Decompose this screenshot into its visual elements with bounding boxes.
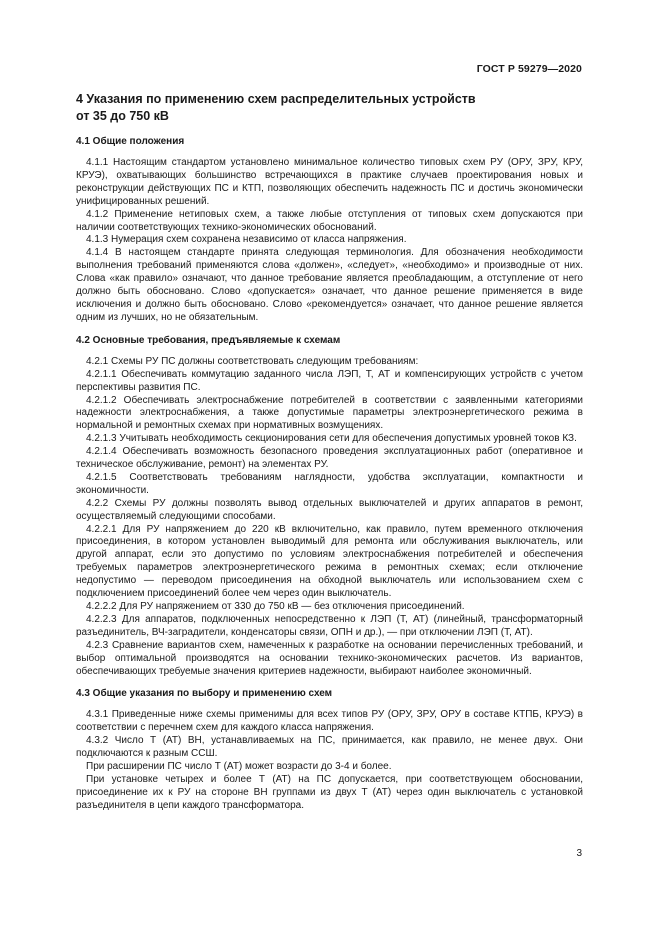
paragraph-4-2-1-4: 4.2.1.4 Обеспечивать возможность безопасного проведения эксплуатационных работ (оперативное и техническое обслуживание, ремонт) на элементах РУ. xyxy=(76,446,583,471)
paragraph-4-2-3: 4.2.3 Сравнение вариантов схем, намеченных к разработке на основании перечисленных требований, и выбор оптимальной производятся на основании технико-экономических расчетов. Из вариантов, обеспечивающих требуемые значения критериев надежности, выбирают наиболее экономичный. xyxy=(76,639,583,677)
paragraph-4-3-2: 4.3.2 Число Т (АТ) ВН, устанавливаемых на ПС, принимается, как правило, не менее двух. Они подключаются к разным ССШ. xyxy=(76,735,583,760)
paragraph-4-3-2-a: При расширении ПС число Т (АТ) может возрасти до 3-4 и более. xyxy=(86,761,392,773)
paragraph-4-1-3: 4.1.3 Нумерация схем сохранена независимо от класса напряжения. xyxy=(86,234,407,246)
subsection-title-4-1: 4.1 Общие положения xyxy=(76,136,185,147)
paragraph-4-2-1-3: 4.2.1.3 Учитывать необходимость секционирования сети для обеспечения допустимых уровней токов КЗ. xyxy=(86,433,577,445)
paragraph-4-2-2-3: 4.2.2.3 Для аппаратов, подключенных непосредственно к ЛЭП (Т, АТ) (линейный, трансформаторный разъединитель, ВЧ-заградители, конденсаторы связи, ОПН и др.), — при отключении ЛЭП (Т, АТ). xyxy=(76,613,583,638)
standard-code: ГОСТ Р 59279—2020 xyxy=(476,63,582,75)
page-number: 3 xyxy=(576,848,582,859)
paragraph-4-2-2-1: 4.2.2.1 Для РУ напряжением до 220 кВ включительно, как правило, путем временного отключения присоединения, в котором установлен выводимый для ремонта или обслуживания выключатель, или другой аппарат, если это допустимо по условиям электроснабжения потребителей и обеспечения требуемых параметров электроэнергетического режима в ремонтных схемах; если отключение недопустимо — переводом присоединения на обходной выключатель или использованием схем с подключением присоединений более чем через один выключатель. xyxy=(76,523,583,600)
paragraph-4-2-1-1: 4.2.1.1 Обеспечивать коммутацию заданного числа ЛЭП, Т, АТ и компенсирующих устройств с учетом перспективы развития ПС. xyxy=(76,368,583,393)
page-content xyxy=(76,91,583,813)
paragraph-4-3-2-b: При установке четырех и более Т (АТ) на ПС допускается, при соответствующем обосновании, присоединение их к РУ на стороне ВН группами из двух Т (АТ) через один выключатель с установкой разъединителя в цепи каждого трансформатора. xyxy=(76,773,583,811)
subsection-title-4-3: 4.3 Общие указания по выбору и применению схем xyxy=(76,688,333,700)
subsection-title-4-2: 4.2 Основные требования, предъявляемые к схемам xyxy=(76,334,341,346)
paragraph-4-2-1-5: 4.2.1.5 Соответствовать требованиям наглядности, удобства эксплуатации, компактности и экономичности. xyxy=(76,471,583,496)
section-title-line-2: от 35 до 750 кВ xyxy=(76,109,169,123)
paragraph-4-2-2: 4.2.2 Схемы РУ должны позволять вывод отдельных выключателей и других аппаратов в ремонт, осуществляемый следующими способами. xyxy=(76,497,583,522)
section-title xyxy=(76,91,583,125)
section-title-line-1: 4 Указания по применению схем распределительных устройств xyxy=(76,92,476,106)
paragraph-4-3-1: 4.3.1 Приведенные ниже схемы применимы для всех типов РУ (ОРУ, ЗРУ, ОРУ в составе КТПБ, КРУЭ) в соответствии с перечнем схем для каждого класса напряжения. xyxy=(76,709,583,734)
paragraph-4-1-4: 4.1.4 В настоящем стандарте принята следующая терминология. Для обозначения необходимости выполнения требований применяются слова «должен», «следует», «необходимо» и производные от них. Слова «как правило» означают, что данное требование является преобладающим, а отступление от него должно быть обосновано. Слово «допускается» означает, что данное решение применяется в виде исключения и должно быть обосновано. Слово «рекомендуется» означает, что данное решение является одним из лучших, но не обязательным. xyxy=(76,247,583,323)
paragraph-4-2-1: 4.2.1 Схемы РУ ПС должны соответствовать следующим требованиям: xyxy=(86,355,419,367)
paragraph-4-2-1-2: 4.2.1.2 Обеспечивать электроснабжение потребителей в соответствии с заявленными категориями надежности электроснабжения, а также допустимые параметры электроэнергетического режима в нормальной и ремонтных схемах при нормативных возмущениях. xyxy=(76,394,583,432)
paragraph-4-1-1: 4.1.1 Настоящим стандартом установлено минимальное количество типовых схем РУ (ОРУ, ЗРУ, КРУ, КРУЭ), охватывающих большинство встречающихся в практике случаев проектирования новых и реконструкции действующих ПС и КТП, позволяющих обеспечить надежность ПС и достичь экономически унифицированных решений. xyxy=(76,157,583,207)
paragraph-4-1-2: 4.1.2 Применение нетиповых схем, а также любые отступления от типовых схем допускаются при наличии соответствующих технико-экономических обоснований. xyxy=(76,208,583,233)
paragraph-4-2-2-2: 4.2.2.2 Для РУ напряжением от 330 до 750 кВ — без отключения присоединений. xyxy=(86,601,465,612)
